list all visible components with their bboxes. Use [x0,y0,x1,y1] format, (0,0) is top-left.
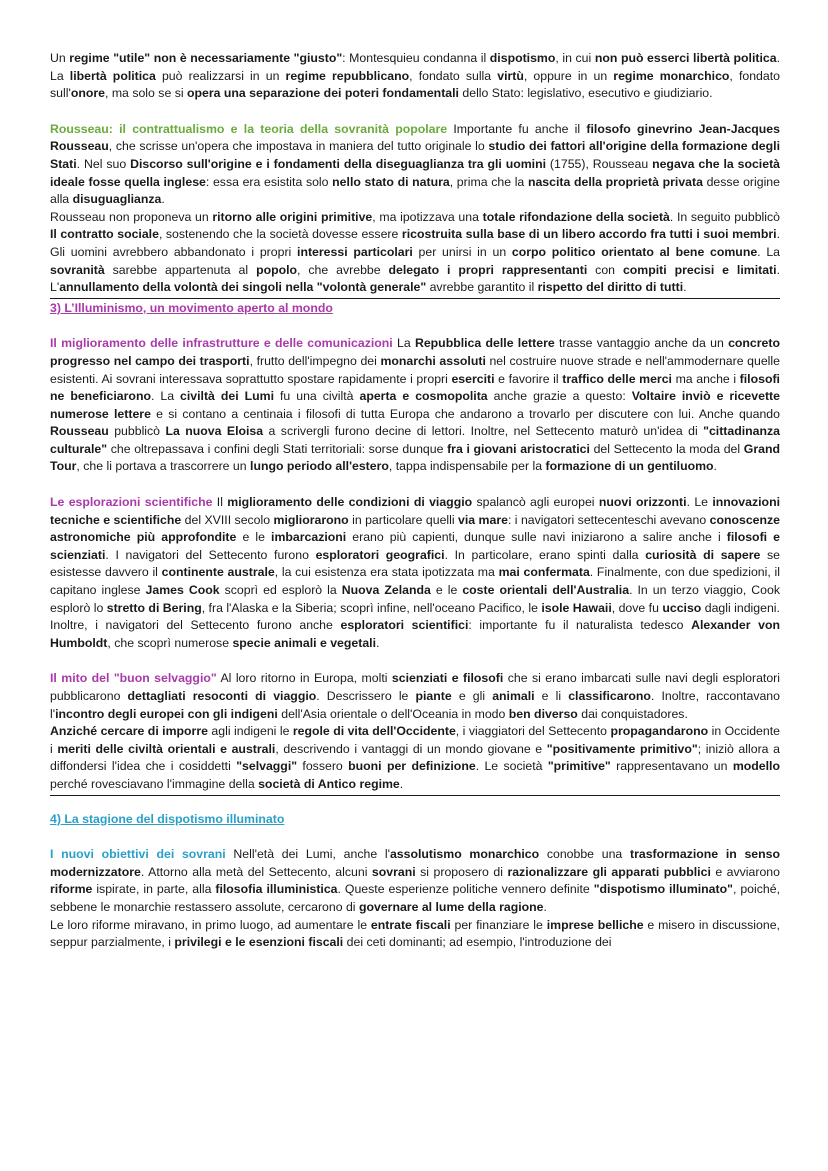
bold-text: delegato i propri rappresentanti [388,262,588,277]
text-run: , dove fu [611,600,663,615]
bold-text: "cittadinanza culturale" [50,424,781,456]
bold-text: filosofi e scienziati [50,530,780,562]
text-run: avrebbe garantito il [426,280,538,295]
bold-text: Repubblica delle lettere [414,336,555,351]
text-run: . [543,899,547,914]
bold-text: dispotismo [489,51,556,65]
bold-text: concreto progresso nel campo dei trasporti [50,336,780,368]
text-run: , che scrisse un'opera che impostava in maniera del tutto originale lo [108,139,489,154]
text-run: . Le [686,495,713,510]
text-run: con [587,262,623,277]
bold-text: compiti precisi e limitati [622,262,777,277]
text-run: sarebbe appartenuta al [104,262,257,277]
text-run: , ma solo se si [104,86,187,101]
text-run: e le [236,530,272,545]
text-run: del XVIII secolo [181,512,274,527]
bold-text: "primitive" [547,759,611,774]
text-run: , in cui [555,51,595,65]
text-run: per finanziare le [450,917,547,932]
bold-text: stretto di Bering [106,600,202,615]
bold-text: negava che la società ideale fosse quella inglese [50,156,780,189]
text-run: e gli [451,689,493,703]
text-run: , che avrebbe [297,262,389,277]
text-run: . L' [50,262,780,295]
text-run: del Settecento la moda del [589,441,744,456]
bold-text: "positivamente primitivo" [546,741,698,756]
text-run: ispirate, in parte, alla [92,882,216,897]
text-run: . In un terzo viaggio, Cook esplorò lo [50,583,780,615]
text-run: . In seguito pubblicò [669,209,780,224]
bold-text: governare al lume della ragione [358,899,544,914]
text-run: . La [757,244,781,259]
bold-text: mai confermata [498,565,590,580]
text-run: , sostenendo che la società dovesse essere [158,227,402,242]
section-divider [50,298,780,299]
text-run: , oppure in un [523,68,614,83]
bold-text: razionalizzare gli apparati pubblici [507,864,711,879]
paragraph-lead-heading: I nuovi obiettivi dei sovrani [50,847,226,862]
paragraph-riforme [50,917,780,952]
bold-text: privilegi e le esenzioni fiscali [174,935,344,950]
spacer [50,476,780,494]
text-run: e le [430,583,463,598]
bold-text: isole Hawaii [541,600,612,615]
paragraph-buon-selvaggio [50,670,780,723]
paragraph-rousseau-contract [50,209,780,297]
text-run: : Montesquieu condanna il [342,51,490,65]
text-run: . [399,776,404,791]
text-run: , la cui esistenza era stata ipotizzata ma [274,565,499,580]
bold-text: libertà politica [69,68,156,83]
bold-text: eserciti [451,371,495,386]
bold-text: filosofi ne beneficiarono [50,371,780,404]
text-run: conobbe una [539,847,630,862]
text-run: nel costruire nuove strade e nell'ammodernare quelle esistenti. Ai sovrani interessava soprattutto spostare rapidamente i propri [50,353,780,386]
bold-text: interessi particolari [297,244,413,259]
spacer [50,652,780,670]
text-run: , i viaggiatori del Settecento [455,724,611,739]
section-divider [50,795,780,796]
paragraph-montesquieu-regime [50,50,780,103]
bold-text: buoni per definizione [348,759,476,774]
bold-text: Discorso sull'origine e i fondamenti della diseguaglianza tra gli uomini [130,156,547,171]
text-run: Nell'età dei Lumi, anche l' [225,847,390,862]
text-run: desse origine alla [50,174,780,207]
bold-text: specie animali e vegetali [232,635,376,650]
text-run: . La [50,51,780,83]
bold-text: animali [492,689,535,703]
bold-text: meriti delle civiltà orientali e australi [57,741,276,756]
text-run: erano più capienti, dunque sulle navi iniziarono a salire anche i [346,530,727,545]
bold-text: La nuova Eloisa [165,424,264,439]
text-run: , prima che la [449,174,528,189]
bold-text: regole di vita dell'Occidente [292,724,456,739]
bold-text: nuovi orizzonti [598,495,687,510]
bold-text: propagandarono [610,724,709,739]
bold-text: Il contratto sociale [50,227,159,242]
text-run: . [683,280,687,295]
text-run: e li [534,689,569,703]
bold-text: classificarono [568,689,651,703]
bold-text: opera una separazione dei poteri fondamentali [187,86,459,101]
paragraph-lead-heading: Il mito del "buon selvaggio" [50,671,217,686]
section-heading-dispotismo: 4) La stagione del dispotismo illuminato [50,811,285,826]
bold-text: ritorno alle origini primitive [212,209,373,224]
text-run: Rousseau non proponeva un [50,209,213,224]
spacer [50,103,780,121]
bold-text: conoscenze astronomiche più approfondite [50,512,781,545]
text-run: . La [150,389,181,404]
text-run: . In particolare, erano spinti dalla [444,547,646,562]
bold-text: traffico delle merci [562,371,672,386]
bold-text: popolo [256,262,298,277]
bold-text: Voltaire inviò e ricevette numerose lettere [50,389,780,421]
bold-text: incontro degli europei con gli indigeni [55,706,278,721]
bold-text: lungo periodo all'estero [250,459,389,474]
bold-text: scienziati e filosofi [391,671,504,686]
text-run: ; iniziò allora a diffondersi l'idea che i cosiddetti [50,741,780,774]
spacer [50,828,780,846]
text-run: e misero in discussione, seppur parzialmente, i [50,917,780,950]
text-run: . Nel suo [76,156,131,171]
text-run: , fondato sulla [409,68,498,83]
text-run: . Le società [475,759,548,774]
text-run: pubblicò [108,424,166,439]
bold-text: sovrani [371,864,416,879]
text-run: dai conquistadores. [577,706,688,721]
bold-text: Alexander von Humboldt [50,618,780,650]
section-heading-illuminismo: 3) L’Illuminismo, un movimento aperto al mondo [50,300,333,315]
bold-text: James Cook [145,583,220,598]
bold-text: ben diverso [508,706,578,721]
bold-text: ucciso [662,600,702,615]
text-run: Le loro riforme miravano, in primo luogo, ad aumentare le [50,917,371,932]
bold-text: Nuova Zelanda [341,583,431,598]
text-run: Il [212,495,228,510]
bold-text: aperta e cosmopolita [359,389,488,404]
text-run: in Occidente i [50,724,780,756]
text-run: . Inoltre, raccontavano l' [50,689,780,721]
bold-text: trasformazione in senso modernizzatore [50,847,781,879]
text-run: Un [50,51,70,65]
text-run: . Attorno alla metà del Settecento, alcuni [140,864,372,879]
bold-text: entrate fiscali [370,917,451,932]
text-run: agli indigeni le [207,724,293,739]
bold-text: modello [732,759,780,774]
bold-text: ricostruita sulla base di un libero accordo fra tutti i suoi membri [401,227,777,242]
bold-text: migliorarono [273,512,349,527]
text-run: dello Stato: legislativo, esecutivo e giudiziario. [458,86,713,101]
text-run: scoprì ed esplorò la [219,583,342,598]
text-run: se esistesse davvero il [50,547,781,580]
bold-text: curiosità di sapere [645,547,761,562]
text-run: Al loro ritorno in Europa, molti [216,671,392,686]
bold-text: disuguaglianza [72,192,162,207]
bold-text: annullamento della volontà dei singoli nella "volontà generale" [59,280,427,295]
text-run: per unirsi in un [412,244,512,259]
bold-text: riforme [50,882,93,897]
bold-text: sovranità [50,262,105,277]
text-run: , fra l'Alaska e la Siberia; scoprì infine, nell'oceano Pacifico, le [201,600,542,615]
text-run: fossero [297,759,349,774]
bold-text: filosofo ginevrino Jean-Jacques Rousseau [50,121,780,154]
bold-text: virtù [497,68,524,83]
text-run: . Finalmente, con due spedizioni, il capitano inglese [50,565,780,598]
paragraph-sovrani [50,846,780,916]
bold-text: innovazioni tecniche e scientifiche [50,495,780,527]
text-run: fu una civiltà [274,389,360,404]
bold-text: imprese belliche [546,917,644,932]
bold-text: Anziché cercare di imporre [50,724,208,739]
paragraph-infrastrutture [50,335,780,476]
text-run: si proposero di [415,864,508,879]
text-run: Importante fu anche il [447,121,587,136]
text-run: . Descrissero le [316,689,416,703]
paragraph-rousseau-intro [50,121,780,209]
text-run: che oltrepassava i confini degli Stati territoriali: sorse dunque [107,441,448,456]
bold-text: civiltà dei Lumi [180,389,275,404]
text-run: , ma ipotizzava una [372,209,483,224]
text-run: , fondato sull' [50,68,780,101]
text-run: dei ceti dominanti; ad esempio, l'introduzione dei [343,935,612,950]
text-run: , poiché, sebbene le monarchie restassero assolute, cercarono di [50,882,780,914]
text-run: , tappa indispensabile per la [388,459,546,474]
bold-text: regime "utile" non è necessariamente "giusto" [69,51,343,65]
paragraph-propaganda [50,723,780,793]
paragraph-esplorazioni [50,494,780,617]
bold-text: totale rifondazione della società [482,209,670,224]
text-run: Inoltre, i navigatori del Settecento furono anche [50,618,341,633]
bold-text: filosofia illuministica [215,882,338,897]
spacer [50,317,780,335]
text-run: che si erano imbarcati sulle navi degli esploratori pubblicarono [50,671,780,703]
bold-text: Rousseau [50,424,109,439]
bold-text: imbarcazioni [271,530,347,545]
spacer [50,797,780,811]
text-run: (1755), Rousseau [546,156,653,171]
text-run: ma anche i [671,371,740,386]
bold-text: fra i giovani aristocratici [447,441,590,456]
bold-text: nello stato di natura [332,174,450,189]
bold-text: corpo politico orientato al bene comune [511,244,758,259]
bold-text: rispetto del diritto di tutti [537,280,684,295]
bold-text: dettagliati resoconti di viaggio [127,689,317,703]
text-run: rappresentavano un [610,759,733,774]
paragraph-lead-heading: Il miglioramento delle infrastrutture e delle comunicazioni [50,336,393,351]
text-run: a scrivergli furono decine di lettori. Inoltre, nel Settecento maturò un'idea di [263,424,704,439]
text-run: La [392,336,415,351]
text-run: : i navigatori settecenteschi avevano [507,512,710,527]
text-run: : essa era esistita solo [205,174,333,189]
text-run: , che scoprì numerose [107,635,233,650]
paragraph-lead-heading: Rousseau: il contrattualismo e la teoria della sovranità popolare [50,121,448,136]
text-run: spalancò agli europei [472,495,599,510]
bold-text: società di Antico regime [258,776,400,791]
text-run: dell'Asia orientale o dell'Oceania in modo [277,706,509,721]
bold-text: "selvaggi" [236,759,298,774]
bold-text: Grand Tour [50,441,780,474]
text-run: . Gli uomini avrebbero abbandonato i propri [50,227,780,259]
text-run: perché rovesciavano l'immagine della [50,776,259,791]
text-run: dagli indigeni. [701,600,780,615]
text-run: può realizzarsi in un [155,68,286,83]
text-run: , frutto dell'impegno dei [249,353,381,368]
bold-text: via mare [458,512,508,527]
bold-text: esploratori scientifici [340,618,469,633]
text-run: e si contano a centinaia i filosofi di tutta Europa che andarono a trovarlo per discutere con lui. Anche quando [150,406,780,421]
text-run: e avviarono [710,864,780,879]
text-run: , descrivendo i vantaggi di un mondo giovane e [275,741,547,756]
bold-text: non può esserci libertà politica [594,51,777,65]
bold-text: miglioramento delle condizioni di viaggio [227,495,473,510]
bold-text: regime repubblicano [285,68,410,83]
bold-text: regime monarchico [613,68,730,83]
bold-text: esploratori geografici [315,547,445,562]
text-run: trasse vantaggio anche da un [554,336,729,351]
paragraph-humboldt [50,617,780,652]
text-run: . [161,192,165,207]
text-run: . [713,459,717,474]
bold-text: piante [415,689,452,703]
bold-text: continente australe [161,565,275,580]
bold-text: studio dei fattori all'origine della formazione degli Stati [50,139,780,171]
text-run: e favorire il [494,371,563,386]
text-run: in particolare quelli [348,512,459,527]
text-run: : importante fu il naturalista tedesco [468,618,692,633]
paragraph-lead-heading: Le esplorazioni scientifiche [50,495,213,510]
text-run: anche grazie a questo: [487,389,632,404]
document-page [50,50,780,952]
text-run: . I navigatori del Settecento furono [105,547,316,562]
bold-text: formazione di un gentiluomo [545,459,714,474]
bold-text: nascita della proprietà privata [527,174,703,189]
text-run: . Queste esperienze politiche vennero definite [337,882,594,897]
text-run: , che li portava a trascorrere un [76,459,251,474]
bold-text: monarchi assoluti [380,353,486,368]
bold-text: assolutismo monarchico [389,847,540,862]
text-run: . [376,635,380,650]
bold-text: coste orientali dell'Australia [462,583,630,598]
bold-text: "dispotismo illuminato" [593,882,733,897]
bold-text: onore [70,86,105,101]
